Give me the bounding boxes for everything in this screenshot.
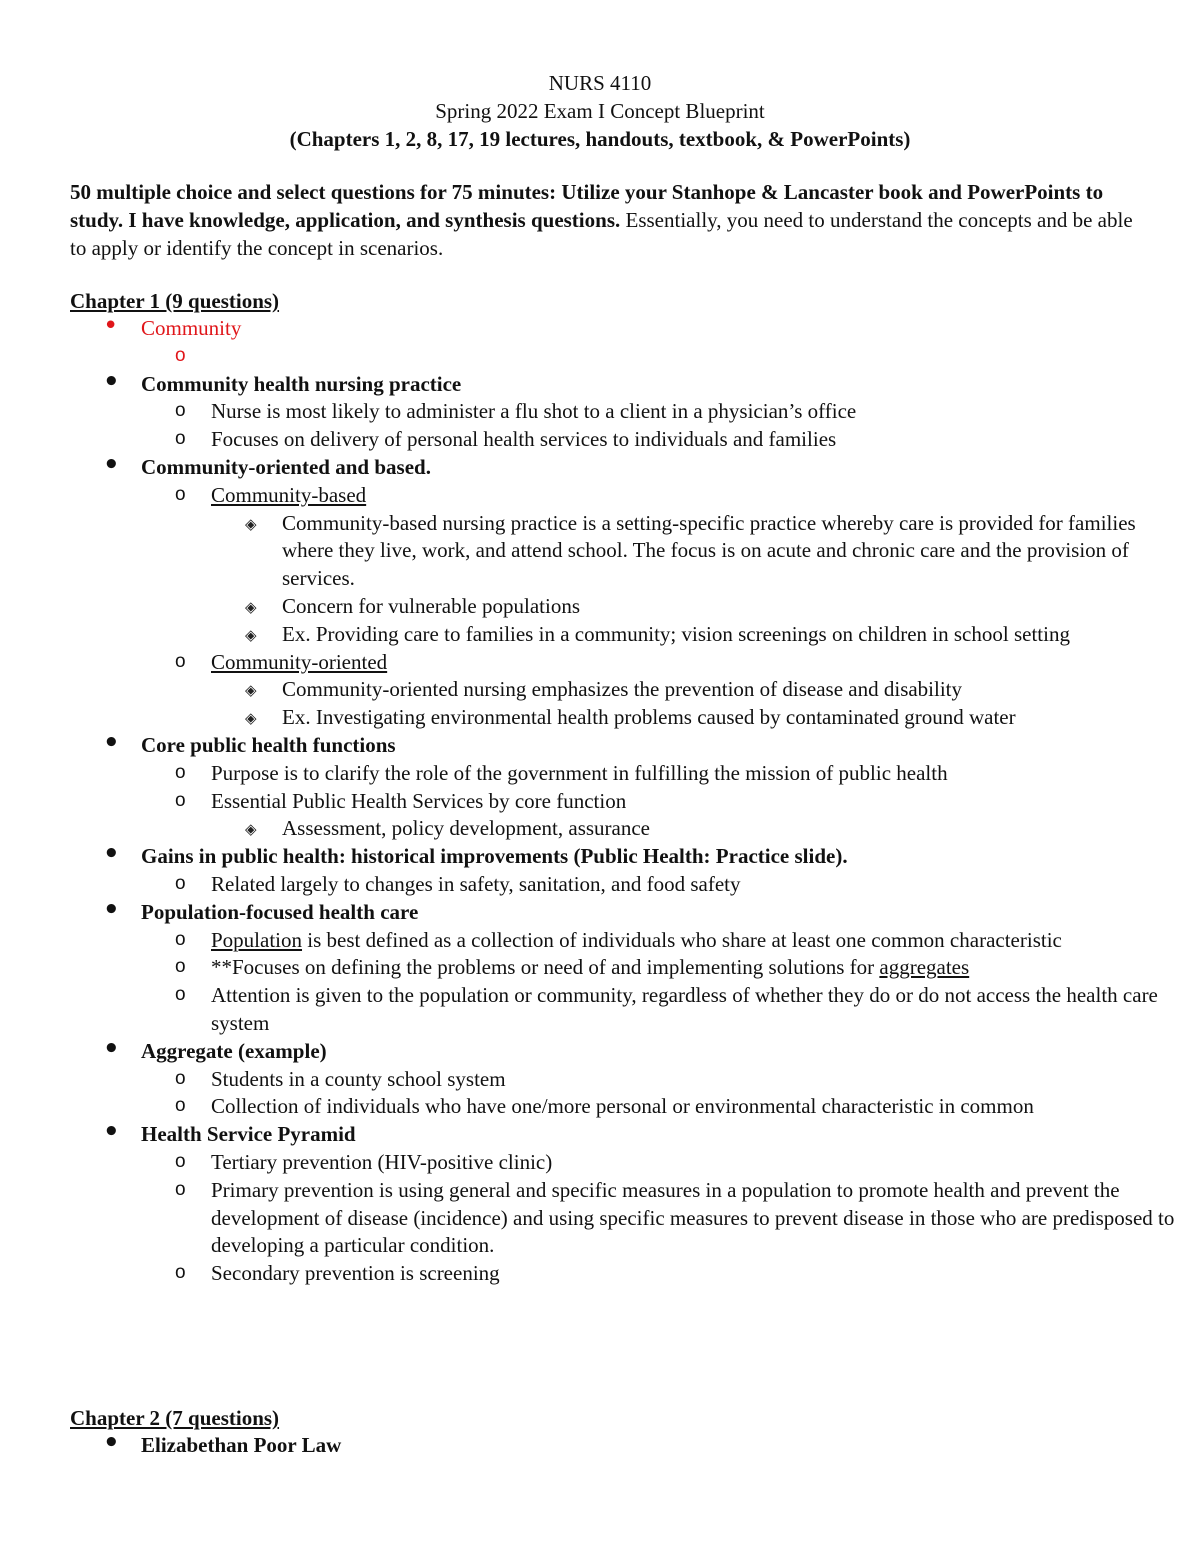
sub-item: o Purpose is to clarify the role of the government in fulfilling the mission of public health bbox=[0, 760, 1200, 788]
sub-item: o Primary prevention is using general and specific measures in a population to promote health and prevent the development of disease (incidence) and using specific measures to prevent disease in those who are predisposed to developing a particular condition. bbox=[0, 1177, 1200, 1260]
sub-community-based: o Community-based bbox=[0, 482, 1200, 510]
sub-item: o Secondary prevention is screening bbox=[0, 1260, 1200, 1288]
sub-item: o Students in a county school system bbox=[0, 1066, 1200, 1094]
bullet-health-pyramid: • Health Service Pyramid bbox=[0, 1121, 1200, 1149]
intro-bold-text: 50 multiple choice and select questions for 75 minutes: Utilize your Stanhope & Lancaster book and PowerPoints to study. I have knowledge, application, and synthesis questions. bbox=[70, 180, 1104, 232]
exam-title: Spring 2022 Exam I Concept Blueprint bbox=[435, 98, 765, 123]
detail-item: ◈ Community-based nursing practice is a setting-specific practice whereby care is provided for families where they live, work, and attend school. The focus is on acute and chronic care and the provision of services. bbox=[0, 510, 1200, 593]
sub-item: o Tertiary prevention (HIV-positive clinic) bbox=[0, 1149, 1200, 1177]
bullet-oriented-based: • Community-oriented and based. bbox=[0, 454, 1200, 482]
bullet-community: • Community bbox=[0, 315, 1200, 343]
sub-item: o Collection of individuals who have one/more personal or environmental characteristic in common bbox=[0, 1093, 1200, 1121]
sub-item-population bbox=[0, 927, 1200, 955]
population-term: Population bbox=[211, 927, 303, 952]
intro-paragraph bbox=[70, 179, 1150, 262]
chapter-2-heading: Chapter 2 (7 questions) bbox=[70, 1406, 280, 1430]
sub-item: o Focuses on delivery of personal health services to individuals and families bbox=[0, 426, 1200, 454]
bullet-elizabethan-poor-law: • Elizabethan Poor Law bbox=[0, 1432, 1200, 1460]
bullet-chn-practice: • Community health nursing practice bbox=[0, 371, 1200, 399]
document-header bbox=[0, 70, 1200, 153]
bullet-population-focused: • Population-focused health care bbox=[0, 899, 1200, 927]
intro-normal-text: Essentially, you need to understand the concepts and be able to apply or identify the concept in scenarios. bbox=[70, 207, 1133, 260]
chapter-1-list bbox=[0, 315, 1200, 1288]
detail-item: ◈ Ex. Providing care to families in a community; vision screenings on children in school setting bbox=[0, 621, 1200, 649]
empty-sub-bullet bbox=[0, 343, 1200, 371]
bullet-gains: • Gains in public health: historical improvements (Public Health: Practice slide). bbox=[0, 843, 1200, 871]
population-definition: is best defined as a collection of individuals who share at least one common characteristic bbox=[302, 927, 1062, 952]
chapter-2-list bbox=[0, 1432, 1200, 1460]
sub-community-oriented: o Community-oriented bbox=[0, 649, 1200, 677]
course-code: NURS 4110 bbox=[548, 71, 652, 95]
detail-item: ◈ Community-oriented nursing emphasizes the prevention of disease and disability bbox=[0, 676, 1200, 704]
detail-item: ◈ Ex. Investigating environmental health problems caused by contaminated ground water bbox=[0, 704, 1200, 732]
sub-item: o Attention is given to the population or community, regardless of whether they do or do not access the health care system bbox=[0, 982, 1200, 1038]
sub-item: o Nurse is most likely to administer a flu shot to a client in a physician’s office bbox=[0, 398, 1200, 426]
sub-item: o Essential Public Health Services by core function bbox=[0, 788, 1200, 816]
aggregates-text: **Focuses on defining the problems or need of and implementing solutions for bbox=[211, 955, 880, 980]
sub-item-aggregates bbox=[0, 954, 1200, 982]
sub-item: o Related largely to changes in safety, sanitation, and food safety bbox=[0, 871, 1200, 899]
detail-item: ◈ Assessment, policy development, assurance bbox=[0, 815, 1200, 843]
aggregates-term: aggregates bbox=[879, 955, 970, 980]
chapter-1-heading: Chapter 1 (9 questions) bbox=[70, 289, 280, 313]
exam-scope: (Chapters 1, 2, 8, 17, 19 lectures, handouts, textbook, & PowerPoints) bbox=[289, 126, 911, 151]
bullet-core-functions: • Core public health functions bbox=[0, 732, 1200, 760]
detail-item: ◈ Concern for vulnerable populations bbox=[0, 593, 1200, 621]
bullet-aggregate: • Aggregate (example) bbox=[0, 1038, 1200, 1066]
